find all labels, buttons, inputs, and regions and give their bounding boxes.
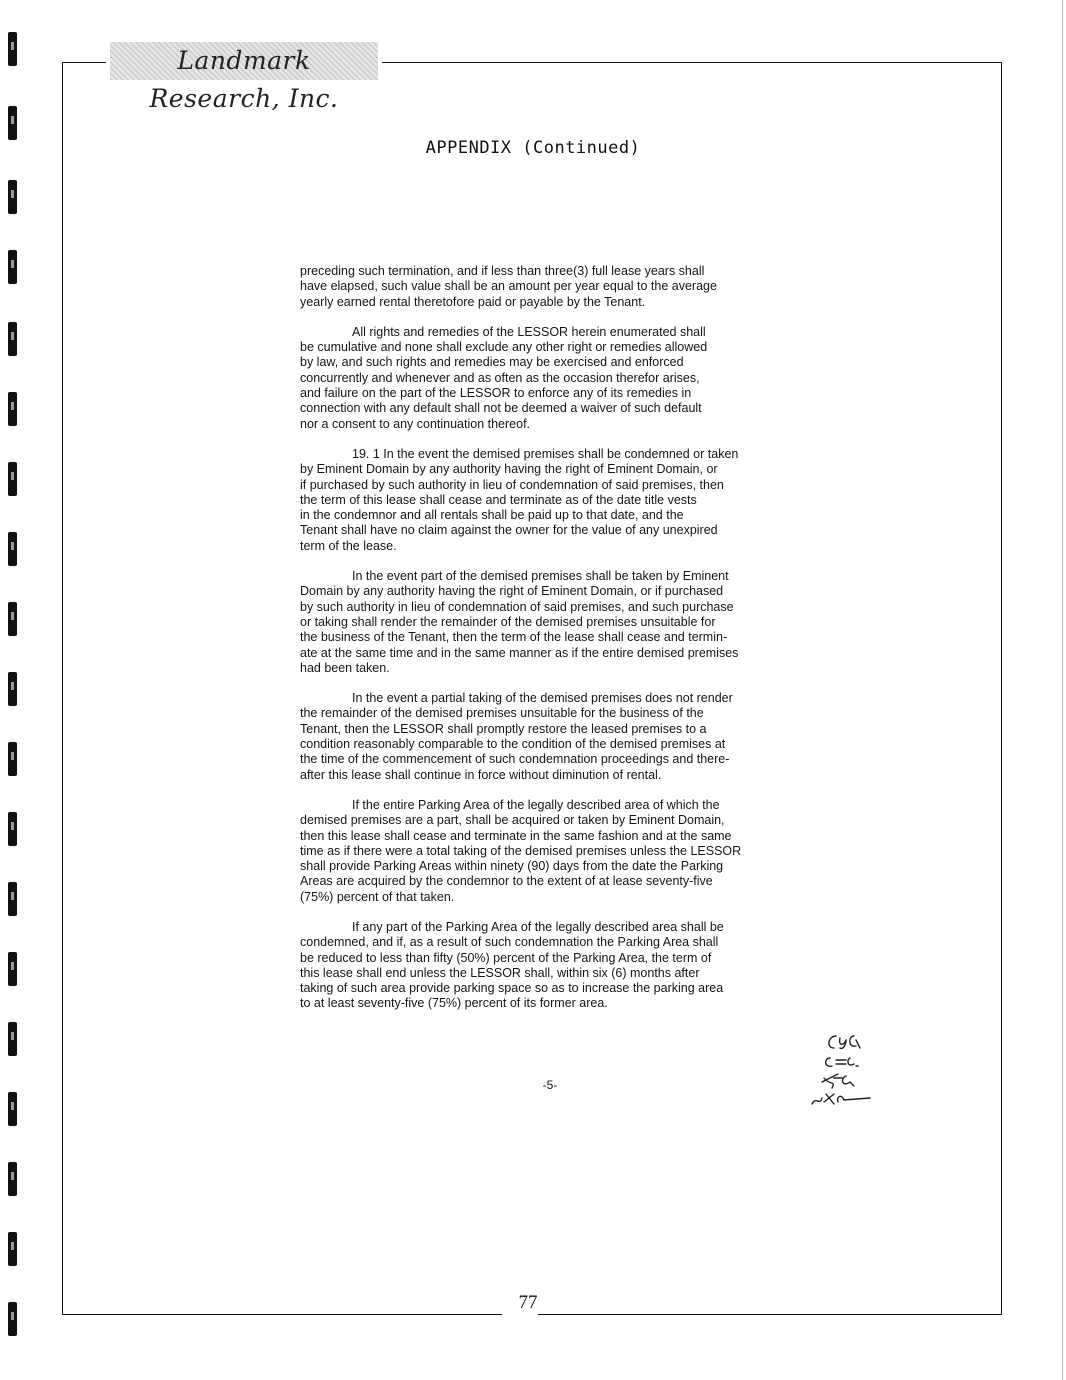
binder-hole <box>8 952 17 986</box>
binder-hole <box>8 1232 17 1266</box>
binder-hole <box>8 672 17 706</box>
paragraph: In the event part of the demised premises shall be taken by Eminent Domain by any authority having the right of Eminent Domain, or if purchased by such authority in lieu of condemnation of said premises, and such purchase or taking shall render the remainder of the demised premises unsuitable for the business of the Tenant, then the term of the lease shall cease and termin- ate at the same time and in the same manner as if the entire demised premises had been taken. <box>300 569 739 675</box>
paragraph: If the entire Parking Area of the legally described area of which the demised premises are a part, shall be acquired or taken by Eminent Domain, then this lease shall cease and terminate in the same fashion and at the same time as if there were a total taking of the demised premises unless the LESSOR shall provide Parking Areas within ninety (90) days from the date the Parking Areas are acquired by the condemnor to the extent of at lease seventy-five (75%) percent of that taken. <box>300 797 742 904</box>
paragraph: preceding such termination, and if less than three(3) full lease years shall have elapsed, such value shall be an amount per year equal to the average yearly earned rental theretofore paid or payable by the Tenant. <box>300 264 717 309</box>
paragraph: 19. 1 In the event the demised premises shall be condemned or taken by Eminent Domain by any authority having the right of Eminent Domain, or if purchased by such authority in lieu of condemnation of said premises, then the term of this lease shall cease and terminate as of the date title vests in the condemnor and all rentals shall be paid up to that date, and the Tenant shall have no claim against the owner for the value of any unexpired term of the lease. <box>300 446 739 553</box>
paragraph: In the event a partial taking of the demised premises does not render the remainder of the demised premises unsuitable for the business of the Tenant, then the LESSOR shall promptly restore the leased premises to a condition reasonably comparable to the condition of the demised premises at the time of the commencement of such condemnation proceedings and there- after this lease shall continue in force without diminution of rental. <box>300 691 733 782</box>
frame-border-bottom <box>538 1314 1002 1315</box>
binder-hole <box>8 742 17 776</box>
binder-hole <box>8 180 17 214</box>
binder-hole <box>8 462 17 496</box>
paragraph: If any part of the Parking Area of the legally described area shall be condemned, and if, as a result of such condemnation the Parking Area shall be reduced to less than fifty (50%) percent of the Parking Area, the term of this lease shall end unless the LESSOR shall, within six (6) months after taking of such area provide parking space so as to increase the parking area to at least seventy-five (75%) percent of its former area. <box>300 919 724 1011</box>
binder-hole <box>8 32 17 66</box>
binder-hole <box>8 1162 17 1196</box>
binder-hole <box>8 812 17 846</box>
binder-hole <box>8 602 17 636</box>
company-logo: Landmark Research, Inc. <box>110 42 378 80</box>
frame-border-right <box>1001 62 1002 1314</box>
frame-border-left <box>62 62 63 1314</box>
binder-hole <box>8 106 17 140</box>
paragraph: All rights and remedies of the LESSOR herein enumerated shall be cumulative and none shall exclude any other right or remedies allowed by law, and such rights and remedies may be exercised and enforced concurrently and whenever and as often as the occasion therefor arises, and failure on the part of the LESSOR to enforce any of its remedies in connection with any default shall not be deemed a waiver of such default nor a consent to any continuation thereof. <box>300 324 708 431</box>
frame-border-bottom <box>62 1314 502 1315</box>
binder-hole <box>8 1302 17 1336</box>
frame-border-top <box>62 62 106 63</box>
page-number: 77 <box>518 1292 538 1313</box>
binder-holes <box>0 0 24 1380</box>
inner-page-number: -5- <box>542 1078 558 1092</box>
binder-hole <box>8 532 17 566</box>
binder-hole <box>8 250 17 284</box>
binder-hole <box>8 1022 17 1056</box>
page-edge <box>1062 0 1063 1380</box>
binder-hole <box>8 882 17 916</box>
binder-hole <box>8 392 17 426</box>
handwritten-initials-icon <box>808 1030 888 1110</box>
document-body <box>300 264 860 1027</box>
binder-hole <box>8 1092 17 1126</box>
frame-border-top <box>382 62 1002 63</box>
binder-hole <box>8 322 17 356</box>
page-title: APPENDIX (Continued) <box>425 138 641 158</box>
